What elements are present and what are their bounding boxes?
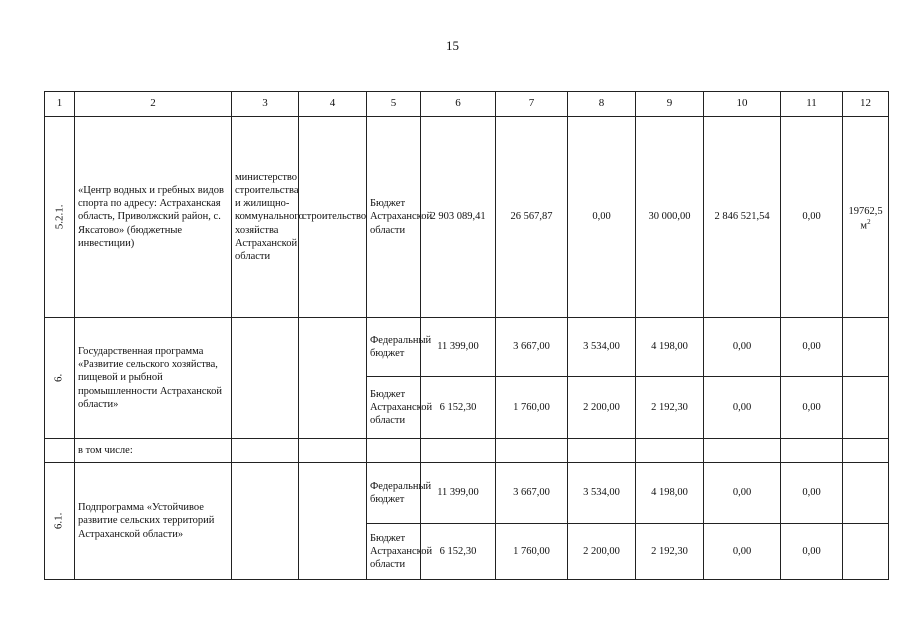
value-cell: 0,00 — [781, 524, 843, 580]
value-cell: 2 192,30 — [636, 524, 704, 580]
value-cell: 1 760,00 — [496, 524, 568, 580]
header-cell: 1 — [45, 92, 75, 117]
executor-cell — [232, 318, 299, 439]
header-cell: 11 — [781, 92, 843, 117]
value-cell: 30 000,00 — [636, 117, 704, 318]
value-cell: 0,00 — [781, 377, 843, 439]
value-cell: 3 667,00 — [496, 318, 568, 377]
empty-cell — [843, 318, 889, 377]
empty-cell — [843, 377, 889, 439]
header-cell: 7 — [496, 92, 568, 117]
value-cell: 0,00 — [704, 463, 781, 524]
value-cell: 4 198,00 — [636, 463, 704, 524]
header-cell: 10 — [704, 92, 781, 117]
header-cell: 9 — [636, 92, 704, 117]
area-unit: м — [860, 220, 868, 232]
header-cell: 5 — [367, 92, 421, 117]
empty-cell — [843, 463, 889, 524]
row-code: 6. — [52, 373, 65, 383]
value-cell: 0,00 — [704, 377, 781, 439]
value-cell: 2 200,00 — [568, 524, 636, 580]
area-unit-superscript: 2 — [867, 218, 871, 227]
header-row — [45, 92, 889, 117]
empty-cell — [704, 439, 781, 463]
row-code-cell — [45, 463, 75, 580]
page-number: 15 — [446, 38, 459, 53]
table-row-including — [45, 439, 889, 463]
empty-cell — [636, 439, 704, 463]
table-row-6-federal — [45, 318, 889, 377]
measure-name: «Центр водных и гребных видов спорта по адресу: Астраханская область, Приволжский район, с. Якcатово» (бюджетные инвестиции) — [75, 117, 232, 318]
funding-source: Федеральный бюджет — [367, 463, 421, 524]
empty-cell — [299, 439, 367, 463]
table-row-6-1-federal — [45, 463, 889, 524]
header-cell: 3 — [232, 92, 299, 117]
value-cell: 6 152,30 — [421, 524, 496, 580]
including-label: в том числе: — [75, 439, 232, 463]
value-cell: 0,00 — [781, 117, 843, 318]
work-type-cell — [299, 463, 367, 580]
value-cell: 3 534,00 — [568, 463, 636, 524]
measure-name: Подпрограмма «Устойчивое развитие сельских территорий Астраханской области» — [75, 463, 232, 580]
value-cell: 2 192,30 — [636, 377, 704, 439]
area-cell — [843, 117, 889, 318]
measure-name: Государственная программа «Развитие сельского хозяйства, пищевой и рыбной промышленности Астраханской области» — [75, 318, 232, 439]
funding-source: Бюджет Астраханской области — [367, 117, 421, 318]
area-value: 19762,5 — [848, 206, 883, 217]
work-type-cell — [299, 318, 367, 439]
executor-name: министерство строительства и жилищно-коммунального хозяйства Астраханской области — [232, 117, 299, 318]
value-cell: 26 567,87 — [496, 117, 568, 318]
header-cell: 2 — [75, 92, 232, 117]
value-cell: 0,00 — [568, 117, 636, 318]
value-cell: 6 152,30 — [421, 377, 496, 439]
empty-cell — [568, 439, 636, 463]
row-code-cell — [45, 318, 75, 439]
empty-cell — [367, 439, 421, 463]
value-cell: 11 399,00 — [421, 318, 496, 377]
empty-cell — [781, 439, 843, 463]
value-cell: 0,00 — [704, 318, 781, 377]
row-code-cell — [45, 117, 75, 318]
empty-cell — [496, 439, 568, 463]
value-cell: 1 760,00 — [496, 377, 568, 439]
value-cell: 0,00 — [704, 524, 781, 580]
header-cell: 6 — [421, 92, 496, 117]
header-cell: 12 — [843, 92, 889, 117]
value-cell: 11 399,00 — [421, 463, 496, 524]
header-cell: 4 — [299, 92, 367, 117]
value-cell: 4 198,00 — [636, 318, 704, 377]
row-code: 6.1. — [52, 512, 65, 530]
empty-cell — [45, 439, 75, 463]
funding-source: Бюджет Астраханской области — [367, 377, 421, 439]
value-cell: 2 846 521,54 — [704, 117, 781, 318]
budget-table — [44, 91, 889, 580]
empty-cell — [232, 439, 299, 463]
funding-source: Бюджет Астраханской области — [367, 524, 421, 580]
value-cell: 0,00 — [781, 318, 843, 377]
row-code: 5.2.1. — [53, 204, 66, 230]
empty-cell — [843, 439, 889, 463]
value-cell: 2 200,00 — [568, 377, 636, 439]
empty-cell — [421, 439, 496, 463]
funding-source: Федеральный бюджет — [367, 318, 421, 377]
header-cell: 8 — [568, 92, 636, 117]
value-cell: 3 667,00 — [496, 463, 568, 524]
value-cell: 0,00 — [781, 463, 843, 524]
value-cell: 3 534,00 — [568, 318, 636, 377]
executor-cell — [232, 463, 299, 580]
table-row-5-2-1 — [45, 117, 889, 318]
empty-cell — [843, 524, 889, 580]
work-type: строительство — [299, 117, 367, 318]
value-cell: 2 903 089,41 — [421, 117, 496, 318]
